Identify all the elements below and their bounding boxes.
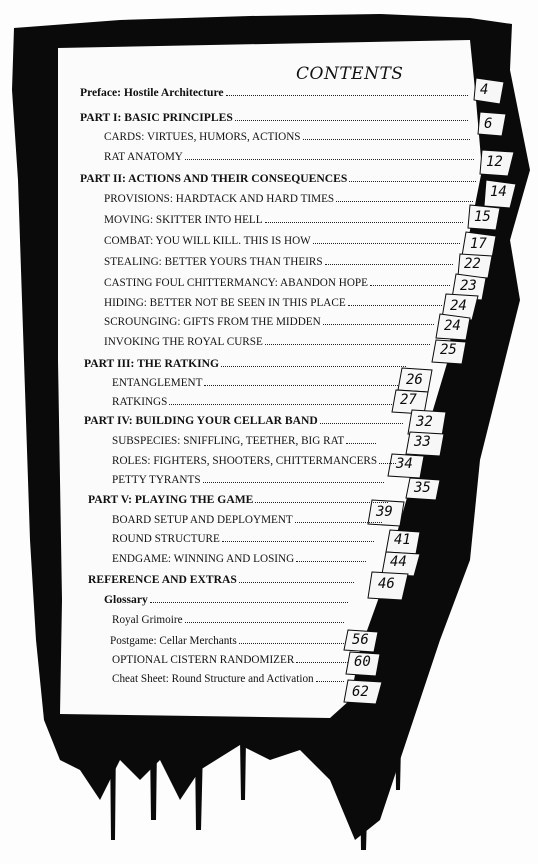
toc-entry-label: BOARD SETUP AND DEPLOYMENT: [112, 514, 293, 526]
toc-entry-label: PROVISIONS: HARDTACK AND HARD TIMES: [104, 193, 335, 205]
dot-leader: [235, 120, 468, 121]
handwritten-page-number: 56: [352, 632, 369, 648]
dot-leader: [295, 522, 382, 523]
dot-leader: [346, 443, 376, 444]
toc-entry-label: CARDS: VIRTUES, HUMORS, ACTIONS: [104, 131, 301, 143]
toc-entry-label: ROLES: FIGHTERS, SHOOTERS, CHITTERMANCERS: [112, 455, 378, 467]
handwritten-page-number: 15: [474, 209, 491, 225]
toc-entry-label: MOVING: SKITTER INTO HELL: [104, 214, 263, 226]
toc-entry: [104, 256, 455, 268]
toc-entry: [88, 493, 390, 506]
toc-entry-label: Preface: Hostile Architecture: [80, 86, 224, 99]
handwritten-page-number: 24: [444, 318, 461, 334]
toc-entry: [104, 151, 476, 163]
toc-entry-label: PART V: PLAYING THE GAME: [88, 493, 254, 506]
dot-leader: [239, 582, 354, 583]
toc-entry: [104, 193, 475, 205]
dot-leader: [185, 159, 474, 160]
dot-leader: [203, 482, 384, 483]
toc-entry-label: SUBSPECIES: SNIFFLING, TEETHER, BIG RAT: [112, 435, 345, 447]
dot-leader: [325, 264, 453, 265]
toc-entry: [104, 336, 432, 348]
toc-entry: [88, 573, 356, 586]
toc-entry: [104, 214, 465, 226]
toc-entry-label: HIDING: BETTER NOT BE SEEN IN THIS PLACE: [104, 297, 346, 309]
handwritten-page-number: 4: [480, 82, 489, 98]
toc-entry-label: Glossary: [104, 593, 148, 606]
toc-entry: [112, 455, 398, 467]
dot-leader: [370, 285, 450, 286]
toc-entry: [84, 414, 405, 427]
dot-leader: [226, 95, 468, 96]
dot-leader: [323, 324, 434, 325]
toc-entry: [112, 553, 368, 565]
dot-leader: [379, 463, 396, 464]
handwritten-page-number: 23: [460, 278, 477, 294]
toc-entry-label: Postgame: Cellar Merchants: [110, 635, 237, 647]
toc-entry-label: ROUND STRUCTURE: [112, 533, 220, 545]
toc-entry-label: PART IV: BUILDING YOUR CELLAR BAND: [84, 414, 318, 427]
toc-entry: [80, 172, 478, 185]
toc-entry: [80, 111, 470, 124]
dot-leader: [336, 201, 473, 202]
dot-leader: [349, 181, 476, 182]
handwritten-page-number: 17: [470, 236, 487, 252]
toc-entry: [112, 533, 376, 545]
toc-entry: [112, 614, 346, 626]
toc-entry: [80, 86, 470, 99]
toc-entry-label: RATKINGS: [112, 396, 168, 408]
handwritten-page-number: 46: [378, 576, 395, 592]
toc-entry-label: PART II: ACTIONS AND THEIR CONSEQUENCES: [80, 172, 348, 185]
toc-entry: [104, 593, 350, 606]
dot-leader: [296, 561, 366, 562]
handwritten-page-number: 22: [464, 256, 481, 272]
handwritten-page-number: 33: [414, 434, 431, 450]
contents-title: CONTENTS: [296, 64, 404, 84]
toc-entry-label: CASTING FOUL CHITTERMANCY: ABANDON HOPE: [104, 277, 368, 289]
toc-entry-label: INVOKING THE ROYAL CURSE: [104, 336, 263, 348]
handwritten-page-number: 60: [354, 654, 371, 670]
handwritten-page-number: 24: [450, 298, 467, 314]
toc-entry: [112, 654, 350, 666]
handwritten-page-number: 26: [406, 372, 423, 388]
handwritten-page-number: 25: [440, 342, 457, 358]
dot-leader: [265, 222, 463, 223]
handwritten-page-number: 14: [490, 184, 507, 200]
handwritten-page-number: 39: [376, 504, 393, 520]
dot-leader: [348, 305, 442, 306]
toc-entry-label: COMBAT: YOU WILL KILL. THIS IS HOW: [104, 235, 311, 247]
toc-entry: [104, 316, 436, 328]
handwritten-page-number: 12: [486, 154, 503, 170]
dot-leader: [313, 243, 460, 244]
toc-entry: [112, 474, 386, 486]
toc-entry-label: RAT ANATOMY: [104, 151, 183, 163]
dot-leader: [255, 502, 388, 503]
toc-entry-label: STEALING: BETTER YOURS THAN THEIRS: [104, 256, 323, 268]
dot-leader: [150, 602, 348, 603]
toc-entry-label: Cheat Sheet: Round Structure and Activation: [112, 673, 314, 685]
handwritten-page-number: 44: [390, 554, 407, 570]
dot-leader: [316, 681, 344, 682]
toc-entry-label: PART III: THE RATKING: [84, 357, 219, 370]
toc-entry: [104, 277, 452, 289]
toc-entry: [104, 297, 444, 309]
dot-leader: [169, 404, 394, 405]
dot-leader: [320, 423, 403, 424]
handwritten-page-number: 62: [352, 684, 369, 700]
toc-entry: [104, 131, 472, 143]
toc-entry-label: SCROUNGING: GIFTS FROM THE MIDDEN: [104, 316, 321, 328]
toc-entry-label: PETTY TYRANTS: [112, 474, 201, 486]
dot-leader: [204, 385, 398, 386]
dot-leader: [185, 622, 344, 623]
handwritten-page-number: 34: [396, 456, 413, 472]
toc-entry-label: PART I: BASIC PRINCIPLES: [80, 111, 233, 124]
handwritten-page-number: 27: [400, 392, 417, 408]
toc-entry: [112, 396, 396, 408]
toc-entry-label: OPTIONAL CISTERN RANDOMIZER: [112, 654, 295, 666]
dot-leader: [222, 541, 374, 542]
toc-entry: [112, 514, 384, 526]
toc-entry-label: REFERENCE AND EXTRAS: [88, 573, 237, 586]
dot-leader: [265, 344, 430, 345]
dot-leader: [239, 643, 344, 644]
toc-entry-label: ENTANGLEMENT: [112, 377, 203, 389]
toc-entry-label: ENDGAME: WINNING AND LOSING: [112, 553, 295, 565]
toc-entry: [84, 357, 408, 370]
toc-entry: [112, 377, 400, 389]
dot-leader: [296, 662, 348, 663]
handwritten-page-number: 35: [414, 480, 431, 496]
toc-entry: [112, 673, 346, 685]
dot-leader: [303, 139, 471, 140]
toc-entry: [104, 235, 462, 247]
handwritten-page-number: 41: [394, 532, 411, 548]
handwritten-page-number: 32: [416, 414, 433, 430]
toc-entry-label: Royal Grimoire: [112, 614, 183, 626]
handwritten-page-number: 6: [484, 116, 493, 132]
toc-entry: [110, 635, 346, 647]
toc-entry: [112, 435, 378, 447]
dot-leader: [221, 366, 406, 367]
